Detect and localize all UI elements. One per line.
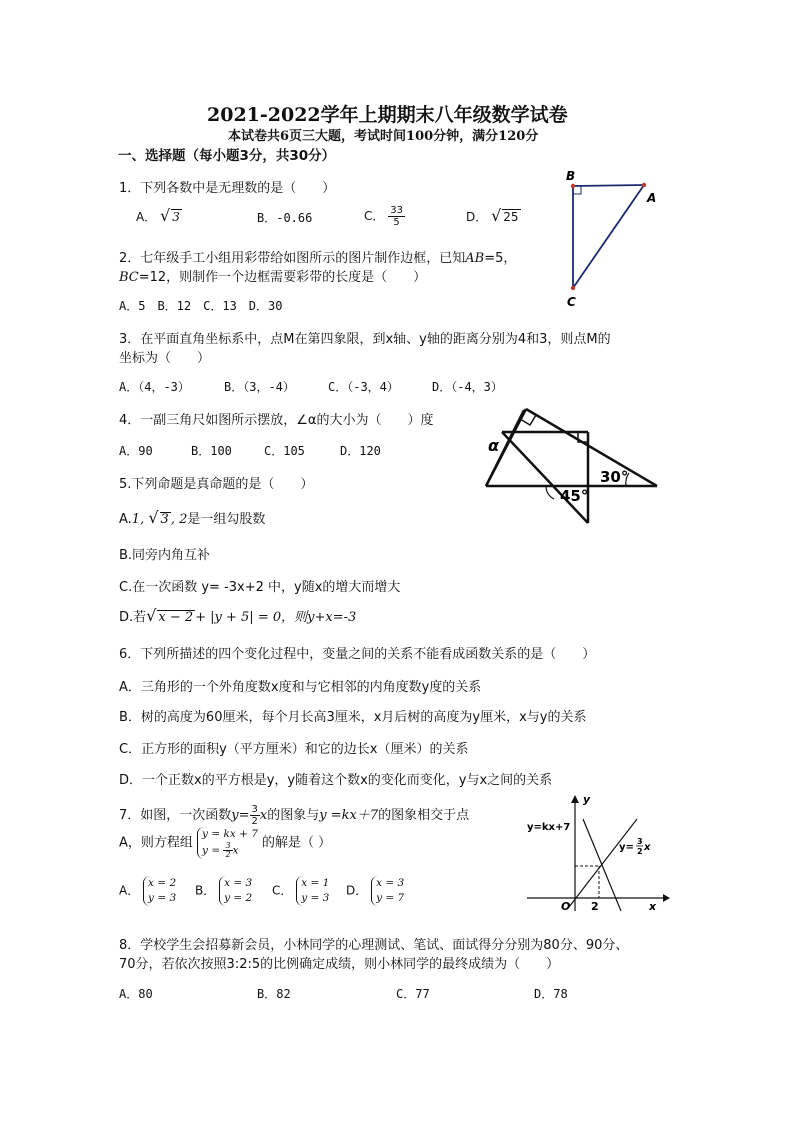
q6-option-a: A．三角形的一个外角度数x度和与它相邻的内角度数y度的关系: [119, 680, 482, 695]
question-7-line2: A，则方程组 y = kx + 7 y = $\frac{3}{2}$ x 的解是（ ）: [119, 828, 332, 859]
label-alpha: α: [488, 436, 499, 455]
label-line2: y=: [619, 842, 634, 853]
triangle-45-hyp: [502, 432, 588, 523]
q8-option-d: D．78: [534, 987, 568, 1001]
question-2-line1: 2．七年级手工小组用彩带给如图所示的图片制作边框，已知AB=5，: [119, 251, 517, 266]
q1-option-b: B．-0.66: [257, 211, 313, 225]
question-4: 4．一副三角尺如图所示摆放，∠α的大小为（ ）度: [119, 413, 434, 428]
segment-ac: [573, 185, 644, 288]
line-three-halves-x: [569, 819, 637, 907]
q3-option-c: C．（-3，4）: [328, 380, 399, 394]
label-y: y: [583, 793, 591, 806]
q7-option-a: A． x = 2 y = 3: [119, 877, 177, 904]
q5-option-c: C.在一次函数 y= -3x+2 中，y随x的增大而增大: [119, 580, 401, 595]
label-origin: O: [561, 900, 571, 913]
label-2: 2: [591, 900, 599, 913]
equation-system: y = kx + 7 y = $\frac{3}{2}$ x: [197, 827, 258, 859]
segment-ab: [573, 185, 644, 186]
point-c: [571, 286, 575, 290]
q7-option-d: D． x = 3 y = 7: [346, 877, 405, 904]
page-subtitle: 本试卷共6页三大题，考试时间100分钟，满分120分: [228, 129, 539, 144]
q1-option-c: C． $\frac{33}{5}$: [364, 205, 403, 228]
q5-option-d: D.若√ x − 2 + |y + 5| = 0，则y+x=-3: [119, 606, 357, 625]
label-c: C: [567, 295, 576, 309]
question-3-line2: 坐标为（ ）: [119, 351, 211, 366]
q7-option-c: C． x = 1 y = 3: [272, 877, 330, 904]
q7-graph-figure: [525, 793, 670, 915]
q1-option-a: A． √ 3: [136, 206, 180, 225]
label-x: x: [649, 900, 657, 913]
q3-option-d: D．（-4，3）: [432, 380, 503, 394]
question-6: 6．下列所描述的四个变化过程中，变量之间的关系不能看成函数关系的是（ ）: [119, 647, 596, 662]
point-b: [571, 184, 575, 188]
q7-option-b: B． x = 3 y = 2: [195, 877, 253, 904]
q2-options: A．5 B．12 C．13 D．30: [119, 299, 283, 313]
question-1: 1．下列各数中是无理数的是（ ）: [119, 181, 336, 196]
label-b: B: [566, 169, 576, 183]
q2-triangle-figure: [560, 165, 670, 310]
q8-option-b: B．82: [257, 987, 291, 1001]
angle-45-arc: [546, 486, 554, 499]
page-title: 2021-2022学年上期期末八年级数学试卷: [207, 104, 568, 126]
label-line2-x: x: [644, 842, 651, 853]
label-a: A: [647, 191, 657, 205]
q4-option-c: C．105: [264, 444, 305, 458]
q8-option-a: A．80: [119, 987, 153, 1001]
label-line2-den: 2: [637, 847, 643, 856]
point-a: [642, 183, 646, 187]
q6-option-d: D．一个正数x的平方根是y，y随着这个数x的变化而变化，y与x之间的关系: [119, 773, 553, 788]
q3-option-a: A．（4，-3）: [119, 380, 190, 394]
question-7-line1: 7．如图，一次函数y= $\frac{3}{2}$ x的图象与y =kx＋7的图象相交于点: [119, 804, 470, 827]
x-axis-arrow: [663, 894, 670, 902]
q5-option-a: A.1, √ 3 , 2是一组勾股数: [119, 508, 266, 527]
q5-option-b: B.同旁内角互补: [119, 548, 211, 563]
q8-option-c: C．77: [396, 987, 430, 1001]
section-heading: 一、选择题（每小题3分，共30分）: [118, 148, 336, 164]
triangle-30-top: [526, 409, 657, 486]
q4-option-d: D．120: [340, 444, 381, 458]
label-line1: y=kx+7: [527, 822, 571, 833]
q4-option-a: A．90: [119, 444, 153, 458]
q6-option-b: B．树的高度为60厘米，每个月长高3厘米，x月后树的高度为y厘米，x与y的关系: [119, 710, 587, 725]
label-line2-num: 3: [637, 837, 643, 846]
q1-option-d: D． √ 25: [466, 206, 519, 225]
y-axis-arrow: [571, 795, 579, 803]
q6-option-c: C．正方形的面积y（平方厘米）和它的边长x（厘米）的关系: [119, 742, 469, 757]
question-5: 5.下列命题是真命题的是（ ）: [119, 477, 314, 492]
q4-set-square-figure: [480, 405, 665, 530]
question-8-line1: 8．学校学生会招募新会员，小林同学的心理测试、笔试、面试得分分别为80分、90分、: [119, 938, 629, 953]
question-3-line1: 3．在平面直角坐标系中，点M在第四象限，到x轴、y轴的距离分别为4和3，则点M的: [119, 332, 611, 347]
q4-option-b: B．100: [191, 444, 232, 458]
q3-option-b: B．（3，-4）: [224, 380, 295, 394]
question-8-line2: 70分，若依次按照3:2:5的比例确定成绩，则小林同学的最终成绩为（ ）: [119, 957, 560, 972]
label-30-degrees: 30°: [600, 468, 629, 486]
label-45-degrees: 45°: [560, 487, 589, 505]
question-2-line2: BC=12，则制作一个边框需要彩带的长度是（ ）: [119, 270, 427, 285]
